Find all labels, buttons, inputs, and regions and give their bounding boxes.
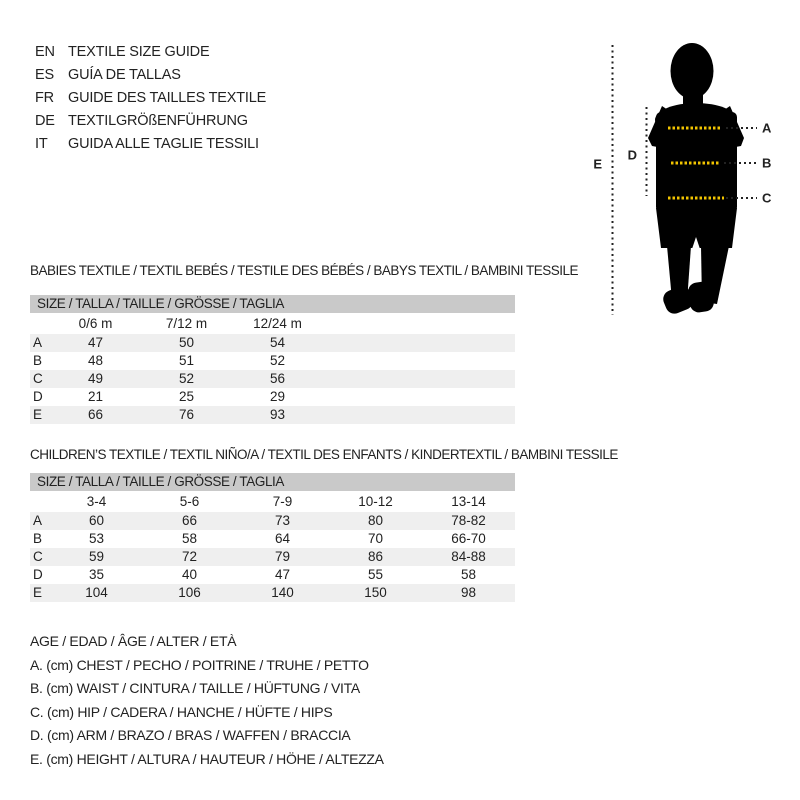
legend-chest-line: A. (cm) CHEST / PECHO / POITRINE / TRUHE / PETTO xyxy=(30,656,369,673)
cell: 93 xyxy=(269,407,286,422)
cell: 52 xyxy=(269,353,286,368)
lang-title-fr: GUIDE DES TAILLES TEXTILE xyxy=(68,89,267,106)
children-section-title: CHILDREN’S TEXTILE / TEXTIL NIÑO/A / TEXTIL DES ENFANTS / KINDERTEXTIL / BAMBINI TESSILE xyxy=(30,447,618,462)
table-row xyxy=(30,584,515,602)
babies-size-table xyxy=(30,295,515,424)
table-row xyxy=(30,370,515,388)
children-col-10-12: 10-12 xyxy=(358,494,393,509)
cell: 66 xyxy=(87,407,104,422)
lang-code-en: EN xyxy=(35,43,55,60)
cell: 47 xyxy=(274,567,291,582)
cell: 58 xyxy=(181,531,198,546)
row-label: E xyxy=(33,407,43,422)
lang-title-de: TEXTILGRÖßENFÜHRUNG xyxy=(68,113,248,130)
cell: 80 xyxy=(367,513,384,528)
children-col-spacer xyxy=(30,491,50,512)
children-col-3-4: 3-4 xyxy=(86,494,107,509)
cell: 78-82 xyxy=(451,513,486,528)
row-label: C xyxy=(33,371,43,386)
table-row xyxy=(30,406,515,424)
cell: 79 xyxy=(274,549,291,564)
cell: 59 xyxy=(88,549,105,564)
children-column-header-row xyxy=(30,491,515,512)
table-row xyxy=(30,512,515,530)
cell: 76 xyxy=(178,407,195,422)
table-row xyxy=(30,548,515,566)
figure-label-E: E xyxy=(593,156,602,172)
cell: 60 xyxy=(88,513,105,528)
table-row xyxy=(30,566,515,584)
cell: 40 xyxy=(181,567,198,582)
lang-title-en: TEXTILE SIZE GUIDE xyxy=(68,43,210,60)
lang-row-it xyxy=(35,133,266,156)
row-label: B xyxy=(33,531,43,546)
children-col-7-9: 7-9 xyxy=(272,494,293,509)
lang-row-fr xyxy=(35,86,266,109)
legend-waist-line: B. (cm) WAIST / CINTURA / TAILLE / HÜFTUNG / VITA xyxy=(30,680,360,696)
measurement-figure xyxy=(585,35,795,325)
cell: 50 xyxy=(178,335,195,350)
legend-arm-line: D. (cm) ARM / BRAZO / BRAS / WAFFEN / BRACCIA xyxy=(30,727,351,743)
babies-col-12-24m: 12/24 m xyxy=(253,316,302,331)
babies-col-0-6m: 0/6 m xyxy=(78,316,113,331)
figure-label-C: C xyxy=(762,190,772,206)
legend-height-line: E. (cm) HEIGHT / ALTURA / HAUTEUR / HÖHE / ALTEZZA xyxy=(30,750,384,767)
cell: 29 xyxy=(269,389,286,404)
babies-section-title: BABIES TEXTILE / TEXTIL BEBÉS / TESTILE DES BÉBÉS / BABYS TEXTIL / BAMBINI TESSILE xyxy=(30,263,578,278)
lang-code-es: ES xyxy=(35,66,54,83)
cell: 70 xyxy=(367,531,384,546)
row-label: E xyxy=(33,585,43,600)
table-row xyxy=(30,530,515,548)
table-row xyxy=(30,334,515,352)
children-col-13-14: 13-14 xyxy=(451,494,486,509)
row-label: A xyxy=(33,335,43,350)
cell: 86 xyxy=(367,549,384,564)
babies-col-7-12m: 7/12 m xyxy=(165,316,208,331)
cell: 56 xyxy=(269,371,286,386)
cell: 21 xyxy=(87,389,104,404)
lang-title-it: GUIDA ALLE TAGLIE TESSILI xyxy=(68,136,259,153)
row-label: D xyxy=(33,567,43,582)
babies-column-header-row xyxy=(30,313,515,334)
lang-row-es xyxy=(35,63,266,86)
cell: 66 xyxy=(181,513,198,528)
cell: 73 xyxy=(274,513,291,528)
cell: 150 xyxy=(364,585,387,600)
child-silhouette xyxy=(648,43,744,316)
children-size-table xyxy=(30,473,515,602)
babies-col-spacer xyxy=(30,313,50,334)
cell: 49 xyxy=(87,371,104,386)
cell: 35 xyxy=(88,567,105,582)
lang-code-it: IT xyxy=(35,136,48,153)
cell: 84-88 xyxy=(451,549,486,564)
legend-age-line: AGE / EDAD / ÂGE / ALTER / ETÀ xyxy=(30,633,237,649)
cell: 64 xyxy=(274,531,291,546)
cell: 55 xyxy=(367,567,384,582)
measurement-legend xyxy=(30,630,384,771)
babies-size-header-bar: SIZE / TALLA / TAILLE / GRÖSSE / TAGLIA xyxy=(30,295,515,313)
cell: 48 xyxy=(87,353,104,368)
row-label: D xyxy=(33,389,43,404)
cell: 47 xyxy=(87,335,104,350)
cell: 51 xyxy=(178,353,195,368)
cell: 104 xyxy=(85,585,108,600)
cell: 54 xyxy=(269,335,286,350)
table-row xyxy=(30,352,515,370)
figure-label-D: D xyxy=(627,147,637,163)
cell: 58 xyxy=(460,567,477,582)
figure-label-A: A xyxy=(762,120,772,136)
lang-code-fr: FR xyxy=(35,89,54,106)
table-row xyxy=(30,388,515,406)
lang-row-en xyxy=(35,40,266,63)
cell: 140 xyxy=(271,585,294,600)
lang-code-de: DE xyxy=(35,113,55,130)
lang-title-es: GUÍA DE TALLAS xyxy=(68,66,181,83)
cell: 66-70 xyxy=(451,531,486,546)
cell: 52 xyxy=(178,371,195,386)
cell: 106 xyxy=(178,585,201,600)
cell: 98 xyxy=(460,585,477,600)
language-title-block xyxy=(35,40,266,156)
cell: 25 xyxy=(178,389,195,404)
figure-label-B: B xyxy=(762,155,772,171)
row-label: B xyxy=(33,353,43,368)
children-col-5-6: 5-6 xyxy=(179,494,200,509)
row-label: A xyxy=(33,513,43,528)
lang-row-de xyxy=(35,110,266,133)
children-size-header-bar: SIZE / TALLA / TAILLE / GRÖSSE / TAGLIA xyxy=(30,473,515,491)
row-label: C xyxy=(33,549,43,564)
cell: 53 xyxy=(88,531,105,546)
legend-hip-line: C. (cm) HIP / CADERA / HANCHE / HÜFTE / HIPS xyxy=(30,703,333,720)
cell: 72 xyxy=(181,549,198,564)
